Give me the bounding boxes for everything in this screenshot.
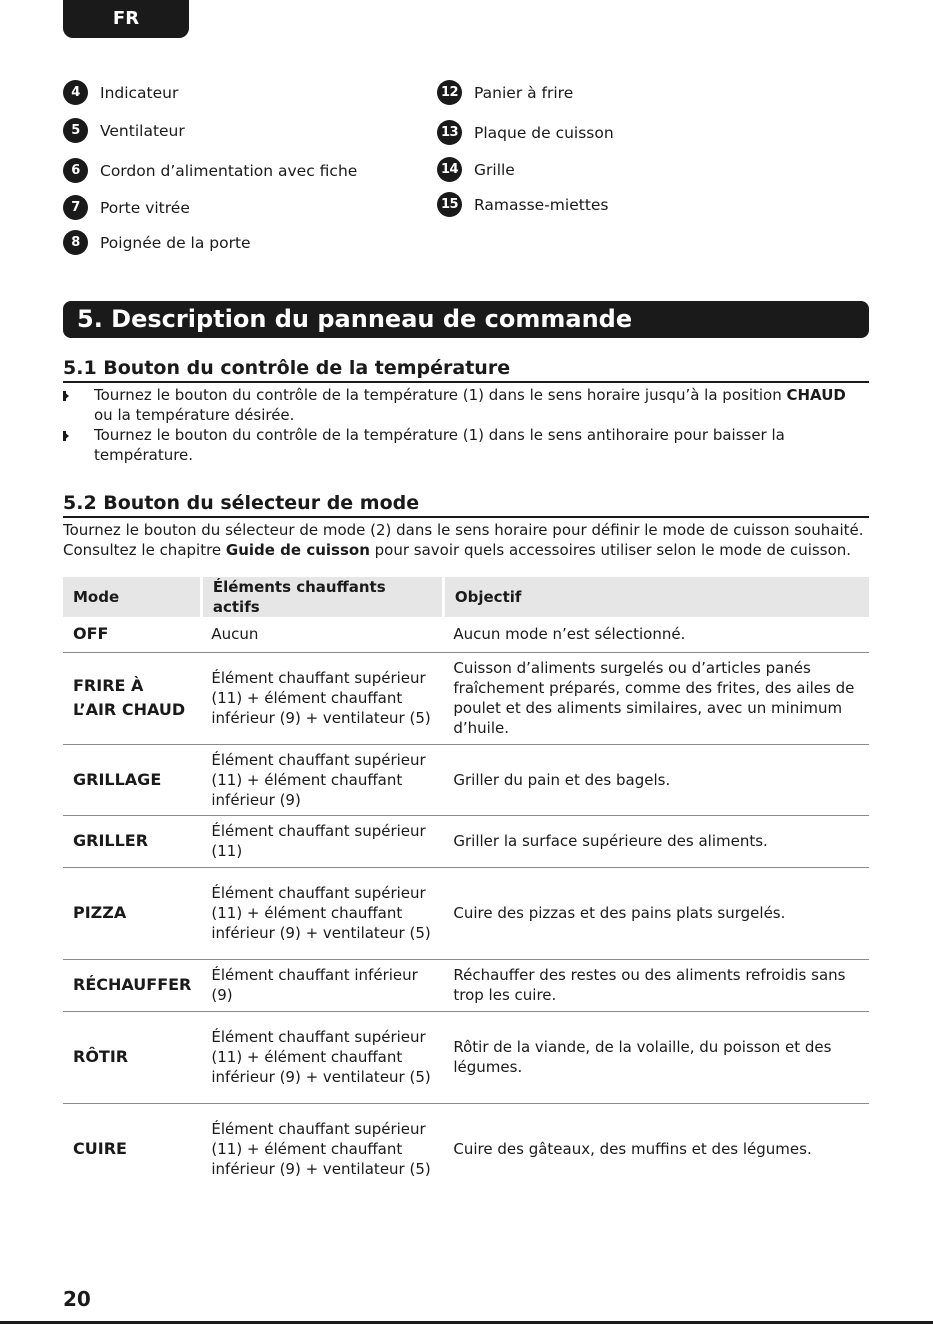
bullet-marker-icon <box>63 431 69 441</box>
part-number-badge: 12 <box>437 80 462 105</box>
mode-cell: FRIRE À L’AIR CHAUD <box>63 652 201 744</box>
objective-cell: Griller la surface supérieure des aliments. <box>443 815 869 867</box>
column-header: Mode <box>63 577 201 617</box>
mode-cell: GRILLER <box>63 815 201 867</box>
table-header-row <box>63 577 869 617</box>
column-header: Objectif <box>443 577 869 617</box>
table-row <box>63 1103 869 1195</box>
part-label: Indicateur <box>100 83 179 102</box>
table-row <box>63 652 869 744</box>
table-row <box>63 815 869 867</box>
bullet-text: Tournez le bouton du contrôle de la température (1) dans le sens antihoraire pour baisser la température. <box>94 426 785 464</box>
part-label: Grille <box>474 160 515 179</box>
objective-cell: Cuire des gâteaux, des muffins et des légumes. <box>453 1140 812 1159</box>
temperature-instructions <box>63 385 869 465</box>
language-tab: FR <box>63 0 189 38</box>
bullet-text: Tournez le bouton du contrôle de la température (1) dans le sens horaire jusqu’à la position <box>94 386 787 404</box>
elements-cell: Élément chauffant supérieur (11) + élément chauffant inférieur (9) + ventilateur (5) <box>201 867 443 959</box>
part-item <box>63 195 190 220</box>
elements-cell: Élément chauffant supérieur (11) <box>201 815 443 867</box>
subsection-title-temperature: 5.1 Bouton du contrôle de la température <box>63 357 869 383</box>
part-item <box>63 80 178 105</box>
intro-text: pour savoir quels accessoires utiliser selon le mode de cuisson. <box>369 541 852 559</box>
part-label: Panier à frire <box>474 83 574 102</box>
mode-cell: GRILLAGE <box>63 744 201 815</box>
elements-cell: Élément chauffant supérieur (11) + élément chauffant inférieur (9) + ventilateur (5) <box>201 652 443 744</box>
mode-cell: RÔTIR <box>63 1011 201 1103</box>
part-item <box>437 80 573 105</box>
section-title: 5. Description du panneau de commande <box>63 301 869 338</box>
part-label: Porte vitrée <box>100 198 190 217</box>
table-row <box>63 617 869 652</box>
objective-cell: Aucun mode n’est sélectionné. <box>443 617 869 652</box>
table-row <box>63 959 869 1011</box>
table-row <box>63 1011 869 1103</box>
objective-cell: Cuire des pizzas et des pains plats surgelés. <box>443 867 869 959</box>
elements-cell: Élément chauffant supérieur (11) + élément chauffant inférieur (9) + ventilateur (5) <box>211 1120 431 1179</box>
part-number-badge: 15 <box>437 192 462 217</box>
bullet-item <box>63 425 869 465</box>
table-row <box>63 744 869 815</box>
bullet-item <box>63 385 869 425</box>
part-number-badge: 4 <box>63 80 88 105</box>
part-item <box>437 157 515 182</box>
mode-intro-paragraph <box>63 520 869 560</box>
objective-cell: Rôtir de la viande, de la volaille, du poisson et des légumes. <box>443 1011 869 1103</box>
elements-cell: Élément chauffant supérieur (11) + élément chauffant inférieur (9) + ventilateur (5) <box>201 1011 443 1103</box>
mode-cell: PIZZA <box>63 867 201 959</box>
part-label: Cordon d’alimentation avec fiche <box>100 161 358 180</box>
part-number-badge: 14 <box>437 157 462 182</box>
elements-cell: Élément chauffant inférieur (9) <box>201 959 443 1011</box>
objective-cell: Réchauffer des restes ou des aliments refroidis sans trop les cuire. <box>443 959 869 1011</box>
page-number: 20 <box>63 1287 91 1311</box>
table-row <box>63 867 869 959</box>
part-number-badge: 5 <box>63 118 88 143</box>
part-number-badge: 6 <box>63 158 88 183</box>
part-item <box>437 192 609 217</box>
part-label: Ventilateur <box>100 121 185 140</box>
mode-cell: CUIRE <box>73 1139 127 1159</box>
objective-cell: Griller du pain et des bagels. <box>443 744 869 815</box>
bullet-marker-icon <box>63 391 69 401</box>
part-item <box>63 230 251 255</box>
mode-cell: OFF <box>63 617 201 652</box>
intro-text: Tournez le bouton du sélecteur de mode (2) dans le sens horaire pour définir le mode de cuisson souhaité. Consultez le chapitre <box>63 521 864 559</box>
part-item <box>437 120 614 145</box>
elements-cell: Élément chauffant supérieur (11) + élément chauffant inférieur (9) <box>201 744 443 815</box>
objective-cell: Cuisson d’aliments surgelés ou d’articles panés fraîchement préparés, comme des frites, des ailes de poulet et des aliments similaires, avec un minimum d’huile. <box>443 652 869 744</box>
part-item <box>63 158 357 183</box>
elements-cell: Aucun <box>201 617 443 652</box>
cooking-guide-reference: Guide de cuisson <box>225 541 370 559</box>
mode-cell: RÉCHAUFFER <box>63 959 201 1011</box>
part-label: Plaque de cuisson <box>474 123 614 142</box>
part-number-badge: 7 <box>63 195 88 220</box>
column-header: Éléments chauffants actifs <box>201 577 443 617</box>
part-item <box>63 118 185 143</box>
part-number-badge: 8 <box>63 230 88 255</box>
bullet-text: ou la température désirée. <box>94 406 295 424</box>
mode-table <box>63 577 869 1195</box>
part-label: Ramasse-miettes <box>474 195 609 214</box>
part-number-badge: 13 <box>437 120 462 145</box>
subsection-title-mode: 5.2 Bouton du sélecteur de mode <box>63 492 869 518</box>
bullet-bold-text: CHAUD <box>786 386 846 404</box>
part-label: Poignée de la porte <box>100 233 251 252</box>
